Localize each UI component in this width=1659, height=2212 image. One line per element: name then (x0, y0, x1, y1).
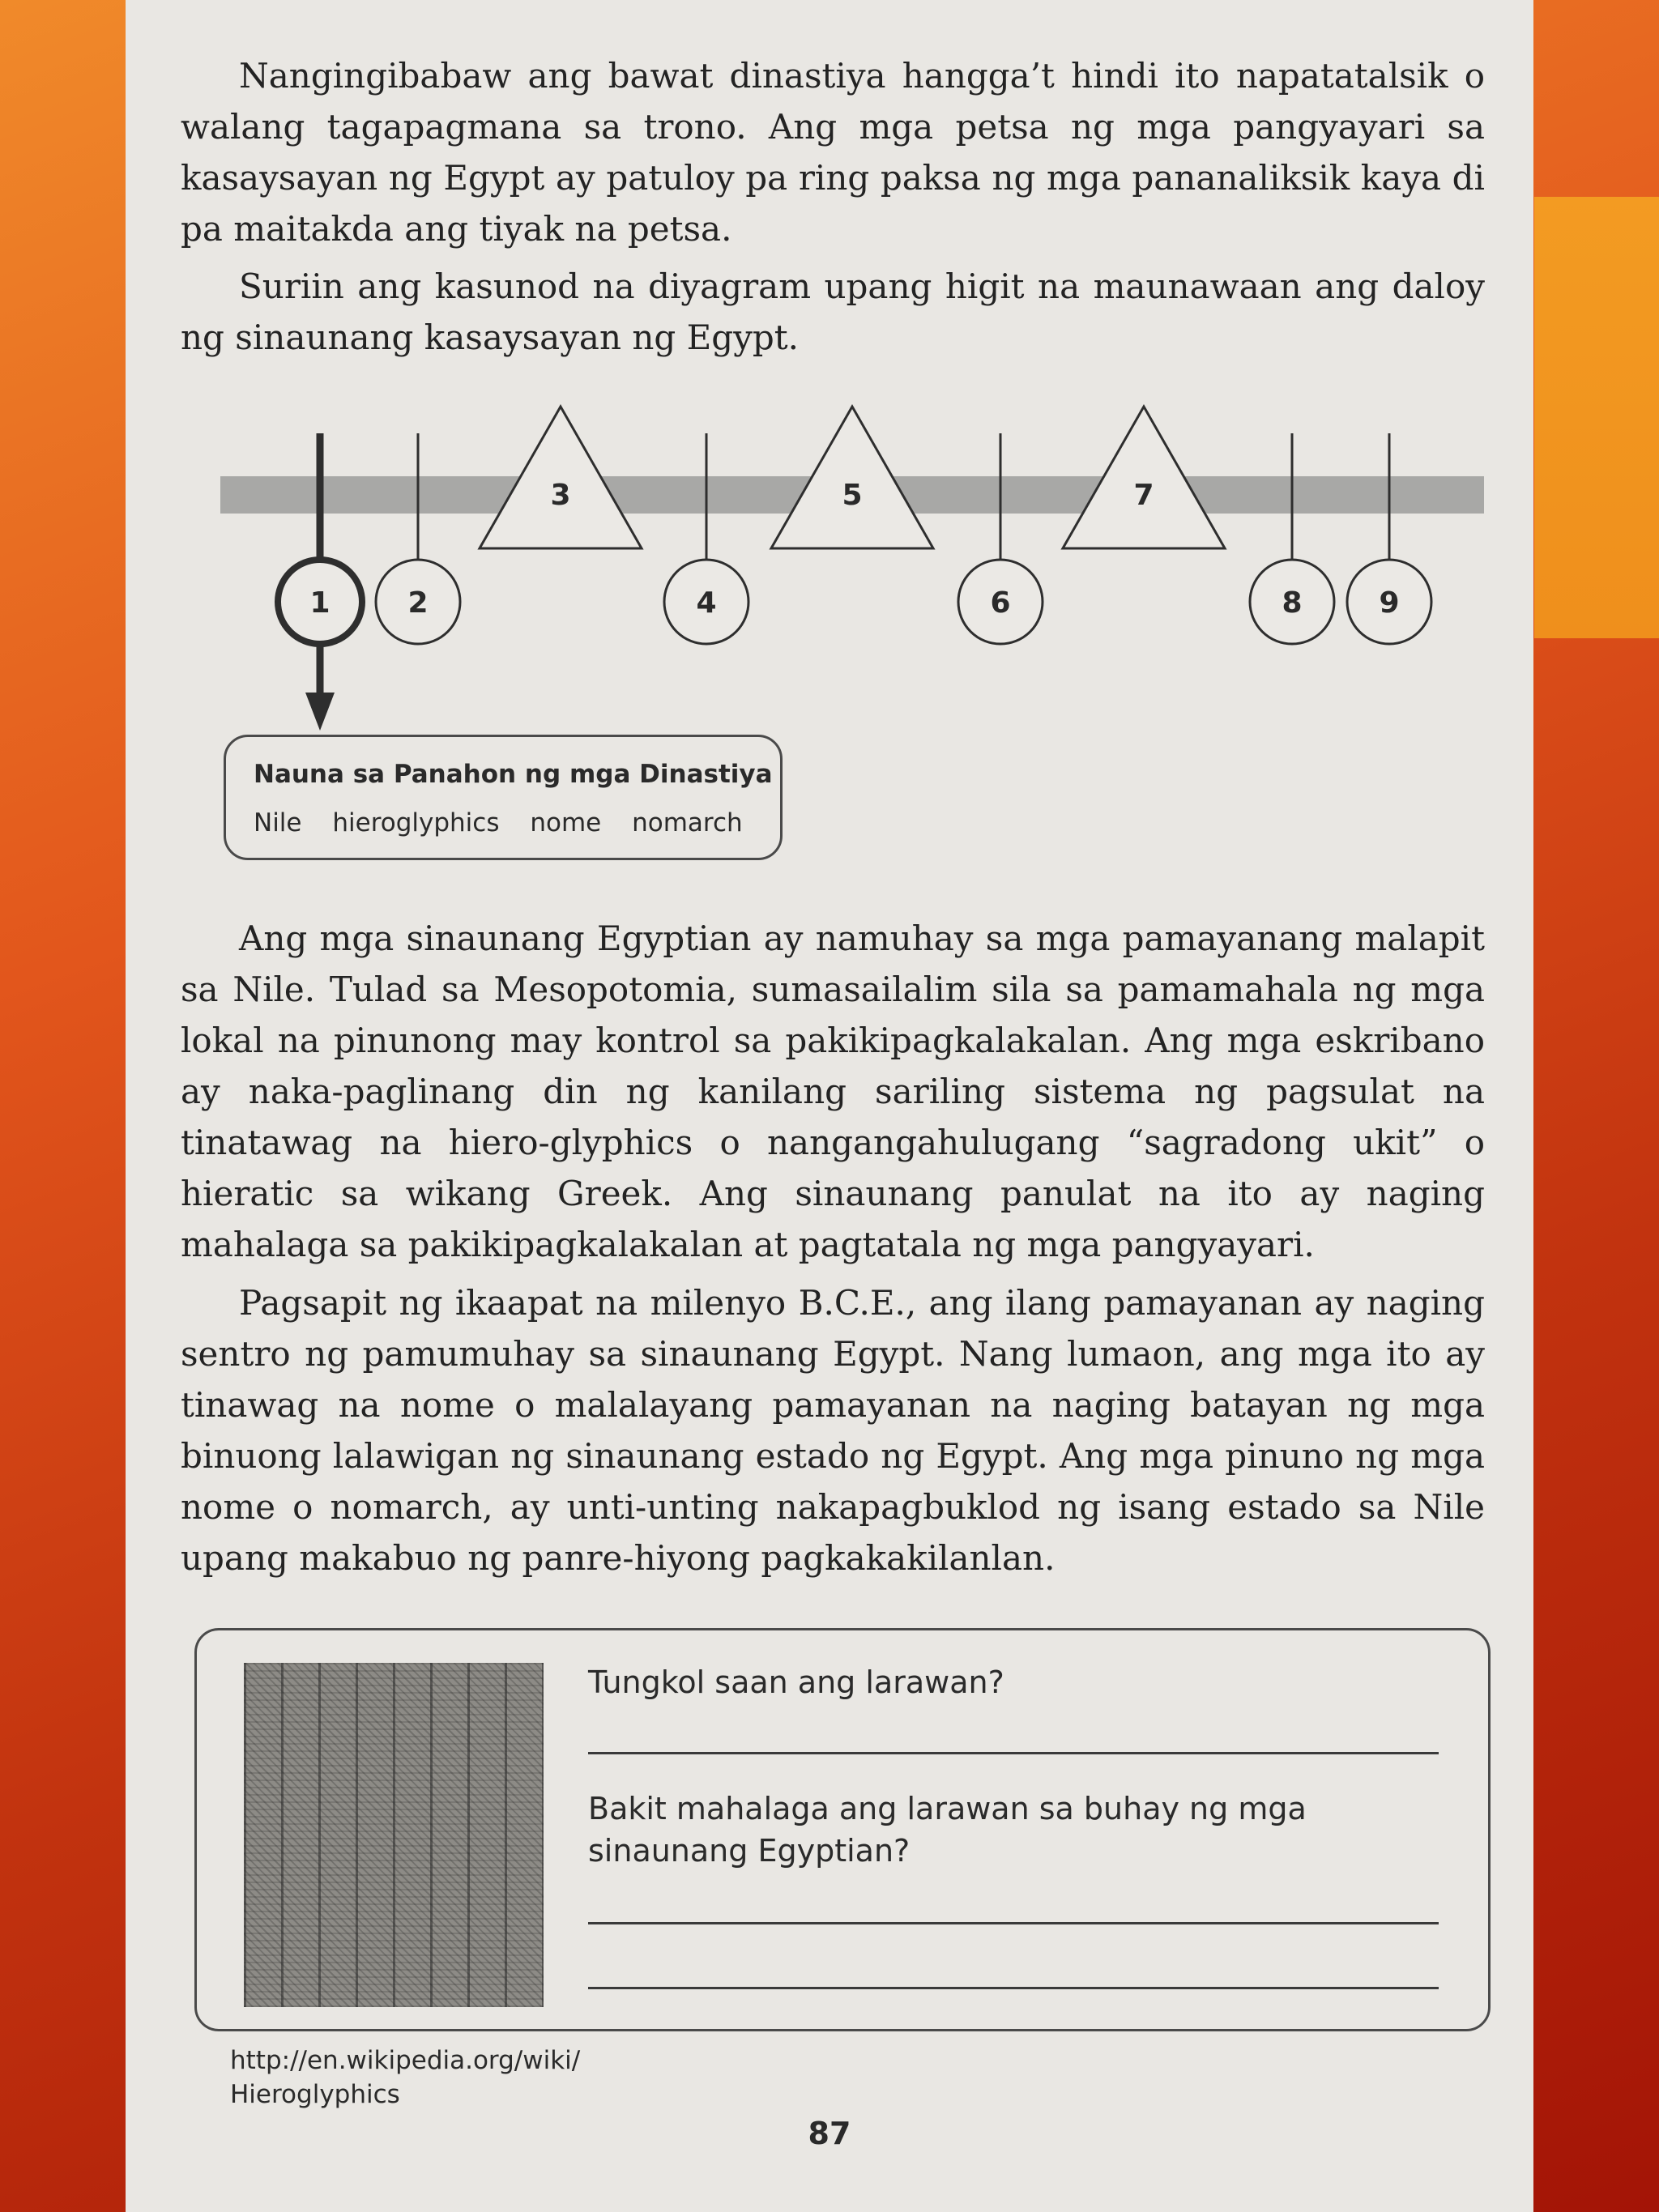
timeline-triangle-label-5: 5 (842, 479, 863, 512)
answer-line-1[interactable] (588, 1752, 1439, 1754)
answer-line-2[interactable] (588, 1922, 1439, 1924)
paragraph-early-egyptians: Ang mga sinaunang Egyptian ay namuhay sa mga pamayanang malapit sa Nile. Tulad sa Mesopotomia, sumasailalim sila sa pamamahala ng mga lokal na pinunong may kontrol sa pakikipagkalakalan. Ang mga eskribano ay naka-paglinang din ng kanilang sariling sistema ng pagsulat na tinatawag na hiero-glyphics o nangangahulugang “sagradong ukit” o hieratic sa wikang Greek. Ang sinaunang panulat na ito ay naging mahalaga sa pakikipagkalakalan at pagtatala ng mga pangyayari. (181, 918, 1485, 1264)
paragraph-diagram-intro: Suriin ang kasunod na diyagram upang higit na maunawaan ang daloy ng sinaunang kasaysayan ng Egypt. (181, 266, 1485, 357)
timeline-circle-label-6: 6 (990, 586, 1011, 620)
timeline-circle-label-8: 8 (1282, 586, 1303, 620)
timeline-triangle-label-7: 7 (1133, 479, 1154, 512)
timeline-circle-label-4: 4 (696, 586, 717, 620)
term-hieroglyphics: hieroglyphics (332, 808, 500, 837)
info-box-terms (254, 808, 766, 837)
answer-line-3[interactable] (588, 1987, 1439, 1989)
image-source-caption: http://en.wikipedia.org/wiki/ Hieroglyphics (230, 2046, 581, 2109)
question-1: Tungkol saan ang larawan? (588, 1664, 1004, 1700)
term-nomarch: nomarch (632, 808, 743, 837)
textbook-page (126, 0, 1533, 2212)
page-number: 87 (808, 2116, 851, 2151)
info-box-title: Nauna sa Panahon ng mga Dinastiya (254, 760, 773, 789)
orange-accent-bar (1534, 197, 1659, 638)
predynastic-info-box (224, 735, 783, 860)
paragraph-dynasties: Nangingibabaw ang bawat dinastiya hangga’t hindi ito napatatalsik o walang tagapagmana sa trono. Ang mga petsa ng mga pangyayari sa kasaysayan ng Egypt ay patuloy pa ring paksa ng mga pananaliksik kaya di pa maitakda ang tiyak na petsa. (181, 56, 1485, 249)
timeline-triangle-label-3: 3 (550, 479, 571, 512)
term-nile: Nile (254, 808, 302, 837)
timeline-circle-label-2: 2 (407, 586, 429, 620)
timeline-circle-label-1: 1 (309, 586, 331, 620)
paragraph-nomes: Pagsapit ng ikaapat na milenyo B.C.E., ang ilang pamayanan ay naging sentro ng pamumuhay sa sinaunang Egypt. Nang lumaon, ang mga ito ay tinawag na nome o malalayang pamayanan na naging batayan ng mga binuong lalawigan ng sinaunang estado ng Egypt. Ang mga pinuno ng mga nome o nomarch, ay unti-unting nakapagbuklod ng isang estado sa Nile upang makabuo ng panre-hiyong pagkakakilanlan. (181, 1283, 1485, 1578)
egypt-history-timeline-diagram (126, 389, 1533, 737)
timeline-arrow-head (305, 693, 335, 731)
question-2: Bakit mahalaga ang larawan sa buhay ng mga sinaunang Egyptian? (588, 1791, 1307, 1869)
term-nome: nome (530, 808, 602, 837)
hieroglyphics-image (244, 1663, 544, 2007)
activity-box (194, 1628, 1491, 2031)
timeline-circle-label-9: 9 (1379, 586, 1400, 620)
